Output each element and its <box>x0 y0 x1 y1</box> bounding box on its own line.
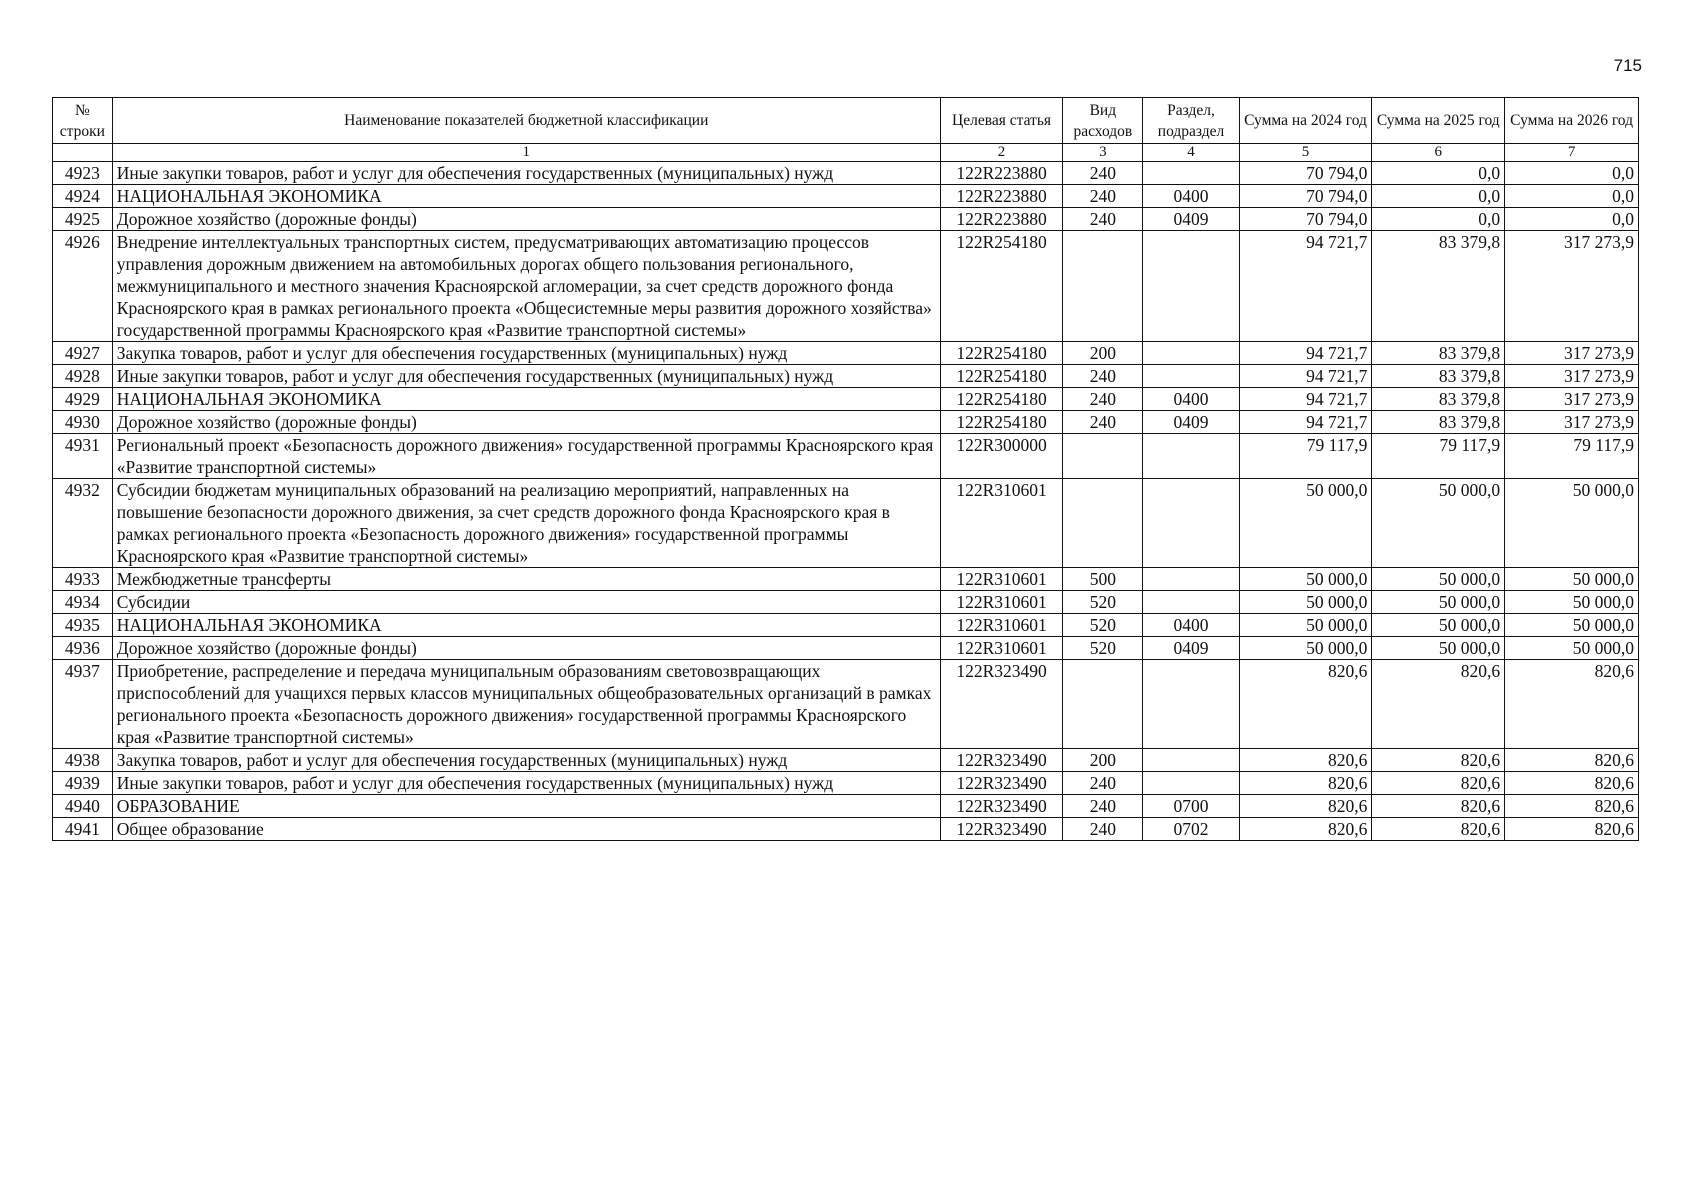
sum-2026: 317 273,9 <box>1505 231 1639 342</box>
sum-2025: 0,0 <box>1372 208 1505 231</box>
expense-kind: 520 <box>1063 614 1143 637</box>
expense-kind: 240 <box>1063 388 1143 411</box>
sum-2026: 820,6 <box>1505 772 1639 795</box>
sum-2024: 50 000,0 <box>1239 637 1372 660</box>
row-name: Субсидии бюджетам муниципальных образований на реализацию мероприятий, направленных на повышение безопасности дорожного движения, за счет средств дорожного фонда Красноярского края в рамках регионального проекта «Безопасность дорожного движения» государственной программы Красноярского края «Развитие транспортной системы» <box>112 479 940 568</box>
row-name: НАЦИОНАЛЬНАЯ ЭКОНОМИКА <box>112 388 940 411</box>
sum-2024: 50 000,0 <box>1239 479 1372 568</box>
section-code: 0409 <box>1143 411 1239 434</box>
sum-2026: 820,6 <box>1505 749 1639 772</box>
section-code: 0700 <box>1143 795 1239 818</box>
target-article: 122R223880 <box>940 208 1063 231</box>
sum-2025: 83 379,8 <box>1372 231 1505 342</box>
sum-2024: 70 794,0 <box>1239 162 1372 185</box>
header-sum-2026: Сумма на 2026 год <box>1505 98 1639 144</box>
row-number: 4934 <box>53 591 113 614</box>
target-article: 122R300000 <box>940 434 1063 479</box>
header-sum-2024: Сумма на 2024 год <box>1239 98 1372 144</box>
column-number: 6 <box>1372 144 1505 162</box>
expense-kind: 200 <box>1063 342 1143 365</box>
sum-2026: 317 273,9 <box>1505 342 1639 365</box>
table-row <box>53 591 1639 614</box>
sum-2025: 0,0 <box>1372 162 1505 185</box>
column-number: 3 <box>1063 144 1143 162</box>
section-code <box>1143 568 1239 591</box>
target-article: 122R310601 <box>940 614 1063 637</box>
table-row <box>53 411 1639 434</box>
table-row <box>53 795 1639 818</box>
expense-kind: 240 <box>1063 411 1143 434</box>
sum-2024: 94 721,7 <box>1239 411 1372 434</box>
expense-kind: 240 <box>1063 185 1143 208</box>
target-article: 122R254180 <box>940 342 1063 365</box>
table-row <box>53 342 1639 365</box>
section-code <box>1143 365 1239 388</box>
table-row <box>53 818 1639 841</box>
sum-2026: 317 273,9 <box>1505 388 1639 411</box>
expense-kind: 240 <box>1063 795 1143 818</box>
expense-kind: 500 <box>1063 568 1143 591</box>
row-number: 4937 <box>53 660 113 749</box>
table-row <box>53 749 1639 772</box>
sum-2026: 820,6 <box>1505 818 1639 841</box>
row-name: Внедрение интеллектуальных транспортных систем, предусматривающих автоматизацию процессов управления дорожным движением на автомобильных дорогах общего пользования регионального, межмуниципального и местного значения Красноярской агломерации, за счет средств дорожного фонда Красноярского края в рамках регионального проекта «Общесистемные меры развития дорожного хозяйства» государственной программы Красноярского края «Развитие транспортной системы» <box>112 231 940 342</box>
sum-2026: 820,6 <box>1505 660 1639 749</box>
row-name: НАЦИОНАЛЬНАЯ ЭКОНОМИКА <box>112 614 940 637</box>
header-target: Целевая статья <box>940 98 1063 144</box>
row-number: 4933 <box>53 568 113 591</box>
row-name: Закупка товаров, работ и услуг для обеспечения государственных (муниципальных) нужд <box>112 342 940 365</box>
row-number: 4931 <box>53 434 113 479</box>
sum-2025: 820,6 <box>1372 818 1505 841</box>
sum-2025: 820,6 <box>1372 660 1505 749</box>
target-article: 122R223880 <box>940 162 1063 185</box>
table-row <box>53 231 1639 342</box>
row-name: Закупка товаров, работ и услуг для обеспечения государственных (муниципальных) нужд <box>112 749 940 772</box>
expense-kind <box>1063 479 1143 568</box>
target-article: 122R310601 <box>940 637 1063 660</box>
row-number: 4929 <box>53 388 113 411</box>
column-number: 2 <box>940 144 1063 162</box>
table-row <box>53 568 1639 591</box>
row-number: 4930 <box>53 411 113 434</box>
sum-2025: 50 000,0 <box>1372 568 1505 591</box>
header-kind: Вид расходов <box>1063 98 1143 144</box>
target-article: 122R254180 <box>940 388 1063 411</box>
sum-2025: 83 379,8 <box>1372 365 1505 388</box>
section-code <box>1143 162 1239 185</box>
sum-2026: 0,0 <box>1505 208 1639 231</box>
sum-2026: 50 000,0 <box>1505 637 1639 660</box>
section-code: 0400 <box>1143 614 1239 637</box>
sum-2024: 70 794,0 <box>1239 208 1372 231</box>
section-code: 0702 <box>1143 818 1239 841</box>
expense-kind: 200 <box>1063 749 1143 772</box>
target-article: 122R254180 <box>940 411 1063 434</box>
target-article: 122R310601 <box>940 591 1063 614</box>
expense-kind <box>1063 434 1143 479</box>
sum-2024: 50 000,0 <box>1239 591 1372 614</box>
row-name: Региональный проект «Безопасность дорожного движения» государственной программы Красноярского края «Развитие транспортной системы» <box>112 434 940 479</box>
section-code: 0409 <box>1143 208 1239 231</box>
row-number: 4927 <box>53 342 113 365</box>
sum-2025: 50 000,0 <box>1372 614 1505 637</box>
sum-2026: 50 000,0 <box>1505 591 1639 614</box>
section-code: 0400 <box>1143 388 1239 411</box>
table-row <box>53 660 1639 749</box>
sum-2024: 94 721,7 <box>1239 342 1372 365</box>
sum-2025: 50 000,0 <box>1372 637 1505 660</box>
sum-2025: 50 000,0 <box>1372 479 1505 568</box>
sum-2025: 83 379,8 <box>1372 411 1505 434</box>
sum-2024: 94 721,7 <box>1239 365 1372 388</box>
table-row <box>53 479 1639 568</box>
row-name: Иные закупки товаров, работ и услуг для обеспечения государственных (муниципальных) нужд <box>112 162 940 185</box>
sum-2024: 820,6 <box>1239 772 1372 795</box>
sum-2026: 50 000,0 <box>1505 568 1639 591</box>
sum-2026: 317 273,9 <box>1505 365 1639 388</box>
expense-kind: 240 <box>1063 818 1143 841</box>
row-number: 4939 <box>53 772 113 795</box>
sum-2024: 820,6 <box>1239 818 1372 841</box>
row-name: Иные закупки товаров, работ и услуг для обеспечения государственных (муниципальных) нужд <box>112 365 940 388</box>
column-number: 7 <box>1505 144 1639 162</box>
row-name: Приобретение, распределение и передача муниципальным образованиям световозвращающих приспособлений для учащихся первых классов муниципальных общеобразовательных организаций в рамках регионального проекта «Безопасность дорожного движения» государственной программы Красноярского края «Развитие транспортной системы» <box>112 660 940 749</box>
target-article: 122R310601 <box>940 479 1063 568</box>
target-article: 122R254180 <box>940 231 1063 342</box>
table-row <box>53 162 1639 185</box>
row-number: 4940 <box>53 795 113 818</box>
budget-table <box>52 97 1639 841</box>
row-name: Межбюджетные трансферты <box>112 568 940 591</box>
expense-kind: 240 <box>1063 772 1143 795</box>
target-article: 122R323490 <box>940 660 1063 749</box>
target-article: 122R323490 <box>940 749 1063 772</box>
sum-2025: 820,6 <box>1372 749 1505 772</box>
row-name: Дорожное хозяйство (дорожные фонды) <box>112 208 940 231</box>
section-code <box>1143 772 1239 795</box>
sum-2024: 50 000,0 <box>1239 614 1372 637</box>
sum-2025: 83 379,8 <box>1372 388 1505 411</box>
section-code: 0400 <box>1143 185 1239 208</box>
expense-kind <box>1063 660 1143 749</box>
row-number: 4925 <box>53 208 113 231</box>
column-number: 4 <box>1143 144 1239 162</box>
expense-kind: 520 <box>1063 591 1143 614</box>
sum-2025: 79 117,9 <box>1372 434 1505 479</box>
sum-2024: 820,6 <box>1239 660 1372 749</box>
sum-2026: 50 000,0 <box>1505 614 1639 637</box>
header-sum-2025: Сумма на 2025 год <box>1372 98 1505 144</box>
row-name: Субсидии <box>112 591 940 614</box>
section-code <box>1143 749 1239 772</box>
header-name: Наименование показателей бюджетной классификации <box>112 98 940 144</box>
sum-2026: 79 117,9 <box>1505 434 1639 479</box>
column-number: 5 <box>1239 144 1372 162</box>
row-number: 4932 <box>53 479 113 568</box>
section-code <box>1143 231 1239 342</box>
sum-2024: 820,6 <box>1239 749 1372 772</box>
row-number: 4936 <box>53 637 113 660</box>
table-row <box>53 388 1639 411</box>
target-article: 122R323490 <box>940 795 1063 818</box>
table-row <box>53 614 1639 637</box>
sum-2025: 820,6 <box>1372 795 1505 818</box>
table-row <box>53 772 1639 795</box>
sum-2025: 0,0 <box>1372 185 1505 208</box>
row-number: 4924 <box>53 185 113 208</box>
target-article: 122R323490 <box>940 818 1063 841</box>
section-code <box>1143 342 1239 365</box>
row-name: Дорожное хозяйство (дорожные фонды) <box>112 411 940 434</box>
row-name: Дорожное хозяйство (дорожные фонды) <box>112 637 940 660</box>
sum-2024: 70 794,0 <box>1239 185 1372 208</box>
row-number: 4938 <box>53 749 113 772</box>
table-row <box>53 434 1639 479</box>
sum-2026: 0,0 <box>1505 185 1639 208</box>
header-row-no: № строки <box>53 98 113 144</box>
target-article: 122R310601 <box>940 568 1063 591</box>
sum-2024: 79 117,9 <box>1239 434 1372 479</box>
table-row <box>53 208 1639 231</box>
row-number: 4941 <box>53 818 113 841</box>
table-row <box>53 637 1639 660</box>
page-number: 715 <box>1613 56 1642 75</box>
row-number: 4928 <box>53 365 113 388</box>
section-code <box>1143 591 1239 614</box>
section-code <box>1143 479 1239 568</box>
table-row <box>53 365 1639 388</box>
row-number: 4935 <box>53 614 113 637</box>
target-article: 122R323490 <box>940 772 1063 795</box>
expense-kind: 240 <box>1063 208 1143 231</box>
sum-2024: 94 721,7 <box>1239 388 1372 411</box>
target-article: 122R223880 <box>940 185 1063 208</box>
row-name: НАЦИОНАЛЬНАЯ ЭКОНОМИКА <box>112 185 940 208</box>
sum-2025: 820,6 <box>1372 772 1505 795</box>
section-code <box>1143 660 1239 749</box>
sum-2025: 83 379,8 <box>1372 342 1505 365</box>
sum-2026: 317 273,9 <box>1505 411 1639 434</box>
sum-2026: 50 000,0 <box>1505 479 1639 568</box>
sum-2026: 820,6 <box>1505 795 1639 818</box>
expense-kind: 520 <box>1063 637 1143 660</box>
row-number: 4923 <box>53 162 113 185</box>
column-number <box>53 144 113 162</box>
expense-kind <box>1063 231 1143 342</box>
row-number: 4926 <box>53 231 113 342</box>
sum-2026: 0,0 <box>1505 162 1639 185</box>
row-name: Общее образование <box>112 818 940 841</box>
sum-2025: 50 000,0 <box>1372 591 1505 614</box>
sum-2024: 820,6 <box>1239 795 1372 818</box>
sum-2024: 94 721,7 <box>1239 231 1372 342</box>
header-section: Раздел, подраздел <box>1143 98 1239 144</box>
expense-kind: 240 <box>1063 365 1143 388</box>
table-row <box>53 185 1639 208</box>
section-code: 0409 <box>1143 637 1239 660</box>
column-number: 1 <box>112 144 940 162</box>
expense-kind: 240 <box>1063 162 1143 185</box>
section-code <box>1143 434 1239 479</box>
row-name: Иные закупки товаров, работ и услуг для обеспечения государственных (муниципальных) нужд <box>112 772 940 795</box>
target-article: 122R254180 <box>940 365 1063 388</box>
row-name: ОБРАЗОВАНИЕ <box>112 795 940 818</box>
sum-2024: 50 000,0 <box>1239 568 1372 591</box>
